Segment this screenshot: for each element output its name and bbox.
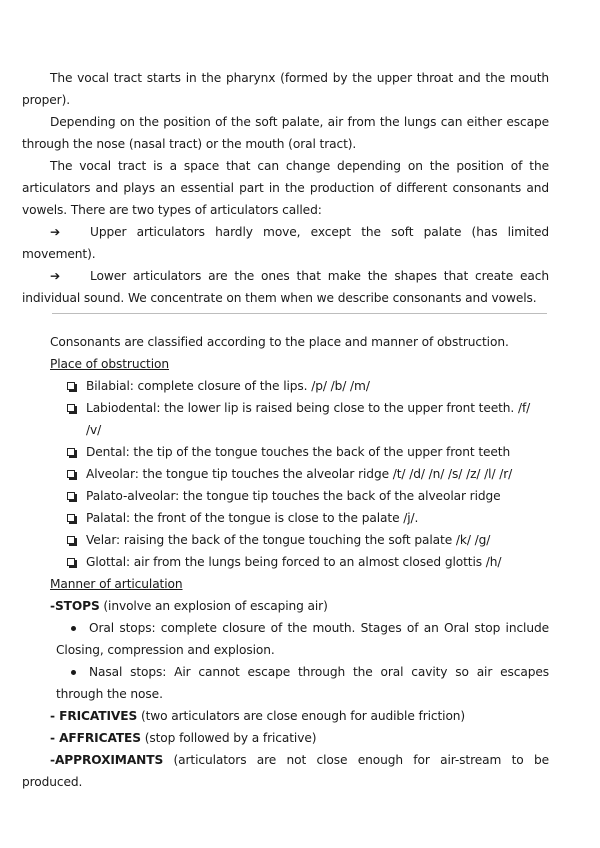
fricatives-description: (two articulators are close enough for audible friction)	[137, 709, 466, 723]
list-item: Labiodental: the lower lip is raised being close to the upper front teeth. /f/ /v/	[22, 397, 549, 441]
lower-articulators-text: Lower articulators are the ones that make the shapes that create each individual sound. We concentrate on them when we describe consonants and vowels.	[22, 269, 549, 305]
paragraph-soft-palate: Depending on the position of the soft palate, air from the lungs can either escape through the nose (nasal tract) or the mouth (oral tract).	[22, 115, 549, 151]
consonants-section	[22, 331, 549, 793]
lower-articulators-item	[22, 265, 549, 309]
checkbox-bullet-icon	[67, 470, 75, 478]
checkbox-bullet-icon	[67, 536, 75, 544]
upper-articulators-item	[22, 221, 549, 265]
affricates-line	[22, 727, 549, 749]
bullet-dot-icon	[71, 670, 76, 675]
affricates-label: - AFFRICATES	[50, 731, 141, 745]
checkbox-bullet-icon	[67, 382, 75, 390]
list-item: Alveolar: the tongue tip touches the alveolar ridge /t/ /d/ /n/ /s/ /z/ /l/ /r/	[22, 463, 549, 485]
place-heading: Place of obstruction	[50, 357, 170, 371]
checkbox-bullet-icon	[67, 514, 75, 522]
arrow-icon: ➔	[50, 269, 61, 283]
list-item: Palato-alveolar: the tongue tip touches the back of the alveolar ridge	[22, 485, 549, 507]
stops-description: (involve an explosion of escaping air)	[99, 599, 328, 613]
checkbox-bullet-icon	[67, 558, 75, 566]
checkbox-bullet-icon	[67, 448, 75, 456]
paragraph-vocal-tract: The vocal tract starts in the pharynx (formed by the upper throat and the mouth proper).	[22, 71, 549, 107]
list-item: Glottal: air from the lungs being forced to an almost closed glottis /h/	[22, 551, 549, 573]
approximants-label: -APPROXIMANTS	[50, 753, 164, 767]
arrow-icon: ➔	[50, 225, 61, 239]
bullet-dot-icon	[71, 626, 76, 631]
list-item: Dental: the tip of the tongue touches the back of the upper front teeth	[22, 441, 549, 463]
checkbox-bullet-icon	[67, 492, 75, 500]
checkbox-bullet-icon	[67, 404, 75, 412]
fricatives-line	[22, 705, 549, 727]
nasal-stops-item: Nasal stops: Air cannot escape through the oral cavity so air escapes through the nose.	[56, 665, 549, 701]
fricatives-label: - FRICATIVES	[50, 709, 138, 723]
upper-articulators-text: Upper articulators hardly move, except the soft palate (has limited movement).	[22, 225, 549, 261]
stops-label: -STOPS	[50, 599, 100, 613]
approximants-line	[22, 749, 549, 793]
paragraph-articulators: The vocal tract is a space that can change depending on the position of the articulators and plays an essential part in the production of different consonants and vowels. There are two types of articulators called:	[22, 159, 549, 217]
oral-stops-item: Oral stops: complete closure of the mouth. Stages of an Oral stop include Closing, compression and explosion.	[56, 621, 549, 657]
approximants-description: (articulators are not close enough for air-stream to be produced.	[22, 753, 549, 789]
affricates-description: (stop followed by a fricative)	[140, 731, 317, 745]
manner-heading: Manner of articulation	[50, 577, 183, 591]
stops-line	[22, 595, 549, 617]
section-divider	[52, 313, 547, 314]
intro-section	[22, 67, 549, 309]
list-item: Bilabial: complete closure of the lips. /p/ /b/ /m/	[22, 375, 549, 397]
list-item: Velar: raising the back of the tongue touching the soft palate /k/ /g/	[22, 529, 549, 551]
consonants-intro: Consonants are classified according to the place and manner of obstruction.	[50, 335, 509, 349]
list-item: Palatal: the front of the tongue is close to the palate /j/.	[22, 507, 549, 529]
place-list	[22, 375, 549, 573]
